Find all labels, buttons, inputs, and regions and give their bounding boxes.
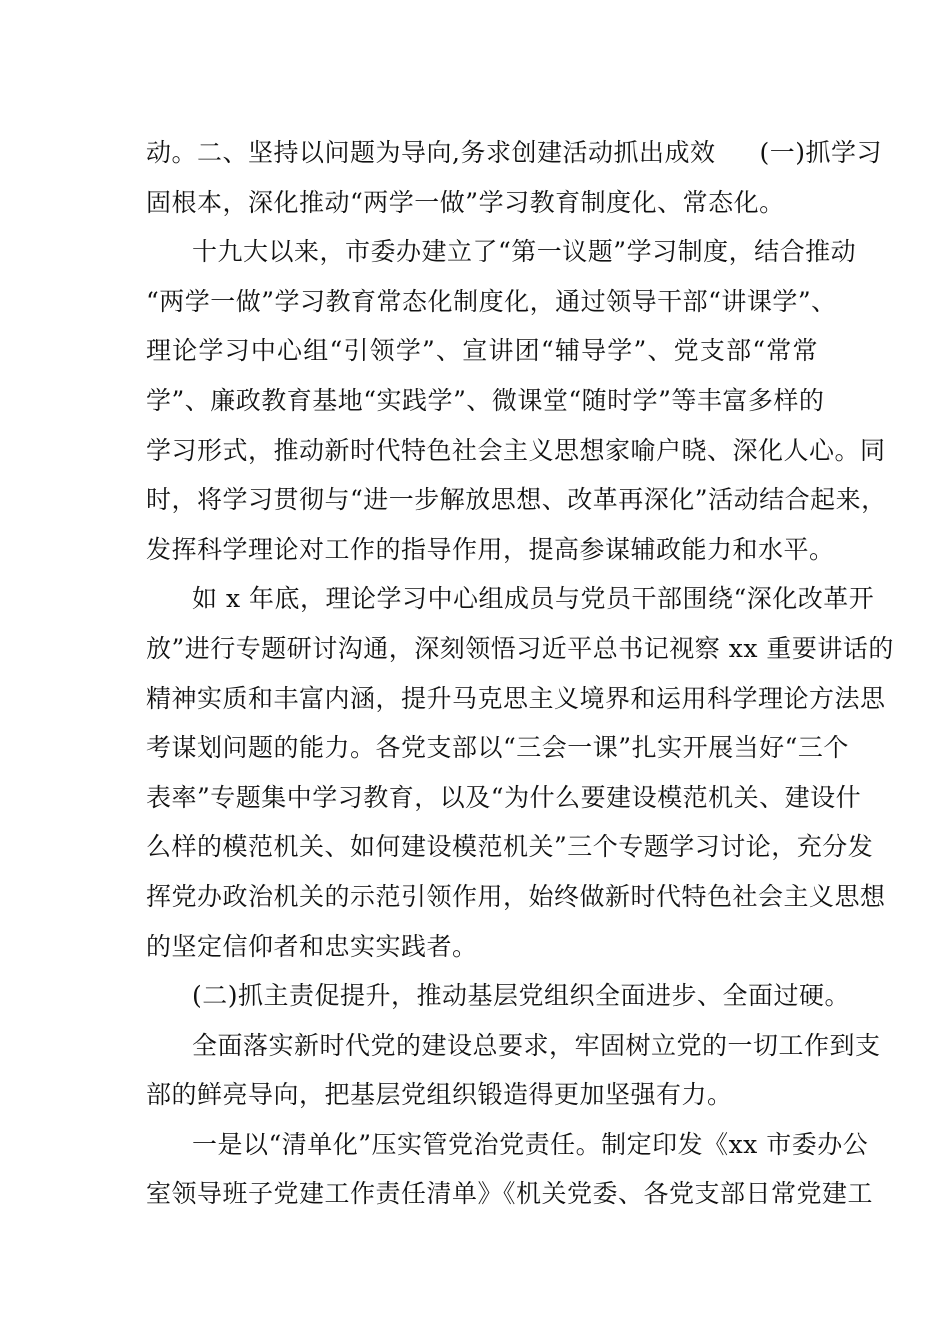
text-line-13: 考谋划问题的能力。各党支部以“三会一课”扎实开展当好“三个 (146, 733, 849, 763)
text-line-15: 么样的模范机关、如何建设模范机关”三个专题学习讨论，充分发 (146, 832, 874, 862)
text-line-16: 挥党办政治机关的示范引领作用，始终做新时代特色社会主义思想 (146, 881, 886, 911)
text-line-9: 发挥科学理论对工作的指导作用，提高参谋辅政能力和水平。 (146, 534, 835, 564)
text-line-21: 一是以“清单化”压实管党治党责任。制定印发《xx 市委办公 (192, 1129, 869, 1159)
body-text (146, 128, 894, 1219)
text-line-22: 室领导班子党建工作责任清单》《机关党委、各党支部日常党建工 (146, 1179, 874, 1209)
text-line-19: 全面落实新时代党的建设总要求，牢固树立党的一切工作到支 (192, 1030, 881, 1060)
text-line-10: 如 x 年底，理论学习中心组成员与党员干部围绕“深化改革开 (192, 584, 875, 614)
text-line-6: 学”、廉政教育基地“实践学”、微课堂“随时学”等丰富多样的 (146, 385, 825, 415)
text-line-4: “两学一做”学习教育常态化制度化，通过领导干部“讲课学”、 (146, 286, 837, 316)
section-one-heading: (一)抓学习 (759, 138, 882, 167)
text-line-20: 部的鲜亮导向，把基层党组织锻造得更加坚强有力。 (146, 1080, 733, 1110)
text-line-8: 时，将学习贯彻与“进一步解放思想、改革再深化”活动结合起来， (146, 485, 887, 515)
text-line-14: 表率”专题集中学习教育，以及“为什么要建设模范机关、建设什 (146, 782, 862, 812)
text-line-3: 十九大以来，市委办建立了“第一议题”学习制度，结合推动 (192, 237, 857, 267)
text-line-2: 固根本，深化推动“两学一做”学习教育制度化、常态化。 (146, 187, 785, 217)
section-two-heading: (二)抓主责促提升，推动基层党组织全面进步、全面过硬。 (192, 981, 851, 1011)
text-line-11: 放”进行专题研讨沟通，深刻领悟习近平总书记视察 xx 重要讲话的 (146, 633, 894, 663)
text-line-17: 的坚定信仰者和忠实实践者。 (146, 931, 478, 961)
text-line-1: 动。二、坚持以问题为导向,务求创建活动抓出成效 (一)抓学习 (146, 138, 882, 167)
text-line-12: 精神实质和丰富内涵，提升马克思主义境界和运用科学理论方法思 (146, 683, 886, 713)
text-line-7: 学习形式，推动新时代特色社会主义思想家喻户晓、深化人心。同 (146, 435, 886, 465)
text-line-5: 理论学习中心组“引领学”、宣讲团“辅导学”、党支部“常常 (146, 336, 818, 366)
